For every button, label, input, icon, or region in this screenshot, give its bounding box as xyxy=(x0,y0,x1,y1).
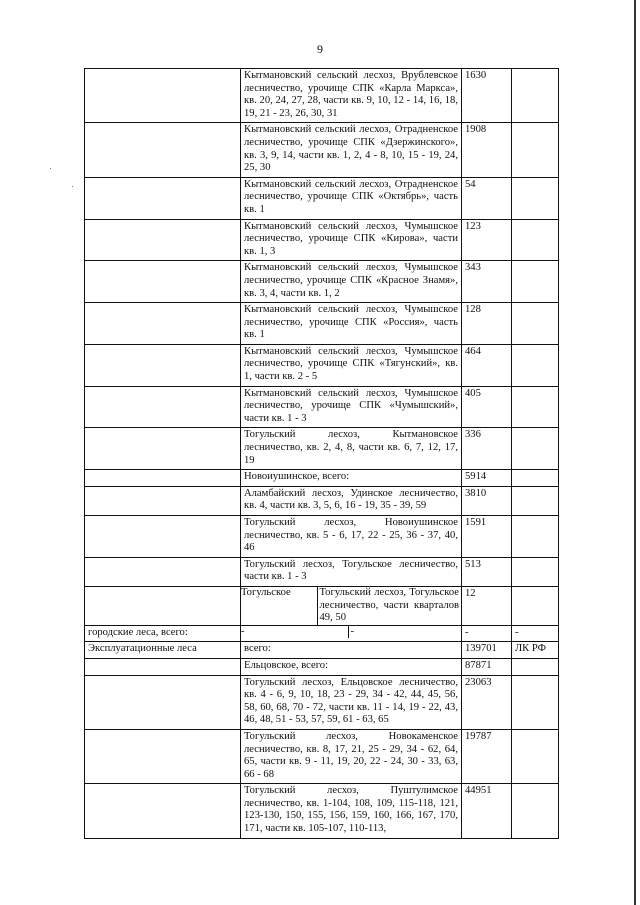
table-row xyxy=(85,303,559,345)
table-row xyxy=(85,386,559,428)
empty-cell xyxy=(85,386,241,428)
table-row xyxy=(85,557,559,586)
location-cell: Новоиушинское, всего: xyxy=(241,470,462,487)
empty-cell xyxy=(85,303,241,345)
table-row xyxy=(85,470,559,487)
location-cell: Тогульский лесхоз, Пуштулимское лесничество, кв. 1-104, 108, 109, 115-118, 121, 123-130, 150, 155, 156, 159, 160, 166, 167, 170, 171, части кв. 105-107, 110-113, xyxy=(241,784,462,838)
area-cell: 23063 xyxy=(462,675,512,729)
empty-cell xyxy=(512,177,559,219)
category-label: городские леса, всего: xyxy=(85,625,241,642)
empty-cell xyxy=(512,428,559,470)
area-cell: 1630 xyxy=(462,69,512,123)
area-cell: 513 xyxy=(462,557,512,586)
empty-cell xyxy=(85,784,241,838)
category-label: Эксплуатационные леса xyxy=(85,642,241,659)
empty-cell xyxy=(85,729,241,783)
empty-cell xyxy=(85,344,241,386)
forest-areas-table xyxy=(84,68,559,839)
scan-edge-line xyxy=(634,0,636,905)
area-cell: 464 xyxy=(462,344,512,386)
table-row xyxy=(85,219,559,261)
table-row-exploitation-forests xyxy=(85,642,559,659)
empty-cell xyxy=(512,261,559,303)
scan-speck xyxy=(72,186,73,187)
location-cell: Тогульский лесхоз, Ельцовское лесничество, кв. 4 - 6, 9, 10, 18, 23 - 29, 34 - 42, 44, 45, 56, 58, 60, 68, 70 - 72, части кв. 11 - 14, 19 - 22, 43, 46, 48, 51 - 53, 57, 59, 61 - 63, 65 xyxy=(241,675,462,729)
location-cell: Кытмановский сельский лесхоз, Отрадненское лесничество, урочище СПК «Октябрь», часть кв. 1 xyxy=(241,177,462,219)
empty-cell xyxy=(85,586,241,625)
table-row xyxy=(85,177,559,219)
empty-cell xyxy=(512,386,559,428)
type-cell: ЛК РФ xyxy=(512,642,559,659)
location-cell: Кытмановский сельский лесхоз, Чумышское лесничество, урочище СПК «Чумышский», части кв. 1 - 3 xyxy=(241,386,462,428)
location-cell: Кытмановский сельский лесхоз, Чумышское лесничество, урочище СПК «Россия», часть кв. 1 xyxy=(241,303,462,345)
area-cell: 405 xyxy=(462,386,512,428)
empty-cell xyxy=(512,303,559,345)
empty-cell xyxy=(512,784,559,838)
location-cell: Кытмановский сельский лесхоз, Врублевское лесничество, урочище СПК «Карла Маркса», кв. 20, 24, 27, 28, части кв. 9, 10, 12 - 14, 16, 18, 19, 21 - 23, 26, 30, 31 xyxy=(241,69,462,123)
area-cell: 12 xyxy=(462,586,512,625)
table-row xyxy=(85,516,559,558)
empty-cell xyxy=(512,729,559,783)
empty-cell xyxy=(85,658,241,675)
empty-cell xyxy=(512,658,559,675)
empty-cell xyxy=(512,344,559,386)
empty-cell xyxy=(85,219,241,261)
empty-cell xyxy=(85,261,241,303)
table-row xyxy=(85,69,559,123)
page-number: 9 xyxy=(317,42,323,56)
area-cell: 343 xyxy=(462,261,512,303)
location-cell: Аламбайский лесхоз, Удинское лесничество, кв. 4, части кв. 3, 5, 6, 16 - 19, 35 - 39, 59 xyxy=(241,486,462,515)
table-row xyxy=(85,486,559,515)
location-cell: всего: xyxy=(241,642,462,659)
empty-cell xyxy=(85,428,241,470)
empty-cell xyxy=(512,470,559,487)
subregion-detail: Тогульский лесхоз, Тогульское лесничество, части кварталов 49, 50 xyxy=(319,586,459,624)
area-cell: 54 xyxy=(462,177,512,219)
empty-cell xyxy=(85,486,241,515)
empty-cell xyxy=(85,69,241,123)
location-cell: Тогульский лесхоз, Новоиушинское лесничество, кв. 5 - 6, 17, 22 - 25, 36 - 37, 40, 46 xyxy=(241,516,462,558)
area-cell: 139701 xyxy=(462,642,512,659)
area-cell: 1591 xyxy=(462,516,512,558)
table-row xyxy=(85,658,559,675)
scan-speck xyxy=(50,168,51,169)
empty-cell xyxy=(85,675,241,729)
table-row-city-forests xyxy=(85,625,559,642)
area-cell: 5914 xyxy=(462,470,512,487)
nested-cell xyxy=(241,625,462,642)
table-row xyxy=(85,123,559,177)
table-row xyxy=(85,344,559,386)
area-cell: 123 xyxy=(462,219,512,261)
empty-cell xyxy=(512,69,559,123)
location-cell: Кытмановский сельский лесхоз, Чумышское лесничество, урочище СПК «Красное Знамя», кв. 3, 4, части кв. 1, 2 xyxy=(241,261,462,303)
location-cell: Тогульский лесхоз, Тогульское лесничество, части кв. 1 - 3 xyxy=(241,557,462,586)
location-cell: Тогульский лесхоз, Новокаменское лесничество, кв. 8, 17, 21, 25 - 29, 34 - 62, 64, 65, части кв. 9 - 11, 19, 20, 22 - 24, 30 - 33, 63, 66 - 68 xyxy=(241,729,462,783)
table-row xyxy=(85,784,559,838)
area-cell: 3810 xyxy=(462,486,512,515)
empty-cell xyxy=(512,586,559,625)
area-cell: 336 xyxy=(462,428,512,470)
table-row-togulskoe xyxy=(85,586,559,625)
location-cell: Кытмановский сельский лесхоз, Чумышское лесничество, урочище СПК «Тягунский», кв. 1, части кв. 2 - 5 xyxy=(241,344,462,386)
empty-cell xyxy=(85,470,241,487)
table-row xyxy=(85,428,559,470)
table-row xyxy=(85,261,559,303)
nested-table xyxy=(241,587,461,625)
empty-cell xyxy=(512,486,559,515)
table-body-lower xyxy=(85,658,559,838)
location-cell: Тогульский лесхоз, Кытмановское лесничество, кв. 2, 4, 8, части кв. 6, 7, 12, 17, 19 xyxy=(241,428,462,470)
empty-cell xyxy=(85,123,241,177)
area-cell: 128 xyxy=(462,303,512,345)
empty-cell xyxy=(512,219,559,261)
table-row xyxy=(85,729,559,783)
table-row xyxy=(85,675,559,729)
dash-cell: - xyxy=(350,625,355,637)
empty-cell xyxy=(85,177,241,219)
dash-cell: - xyxy=(241,626,348,639)
empty-cell xyxy=(512,123,559,177)
empty-cell xyxy=(512,516,559,558)
location-cell: Кытмановский сельский лесхоз, Отрадненское лесничество, урочище СПК «Дзержинского», кв. 3, 9, 14, части кв. 1, 2, 4 - 8, 10, 15 - 19, 24, 25, 30 xyxy=(241,123,462,177)
subregion-name: Тогульское xyxy=(241,587,317,625)
empty-cell xyxy=(85,557,241,586)
area-cell: 87871 xyxy=(462,658,512,675)
area-cell: 1908 xyxy=(462,123,512,177)
empty-cell xyxy=(512,675,559,729)
table-body-upper xyxy=(85,69,559,587)
type-cell: - xyxy=(512,625,559,642)
empty-cell xyxy=(512,557,559,586)
area-cell: 19787 xyxy=(462,729,512,783)
area-cell: - xyxy=(462,625,512,642)
nested-cell xyxy=(241,586,462,625)
location-cell: Ельцовское, всего: xyxy=(241,658,462,675)
area-cell: 44951 xyxy=(462,784,512,838)
location-cell: Кытмановский сельский лесхоз, Чумышское лесничество, урочище СПК «Кирова», части кв. 1, 3 xyxy=(241,219,462,261)
nested-table xyxy=(241,626,461,639)
empty-cell xyxy=(85,516,241,558)
